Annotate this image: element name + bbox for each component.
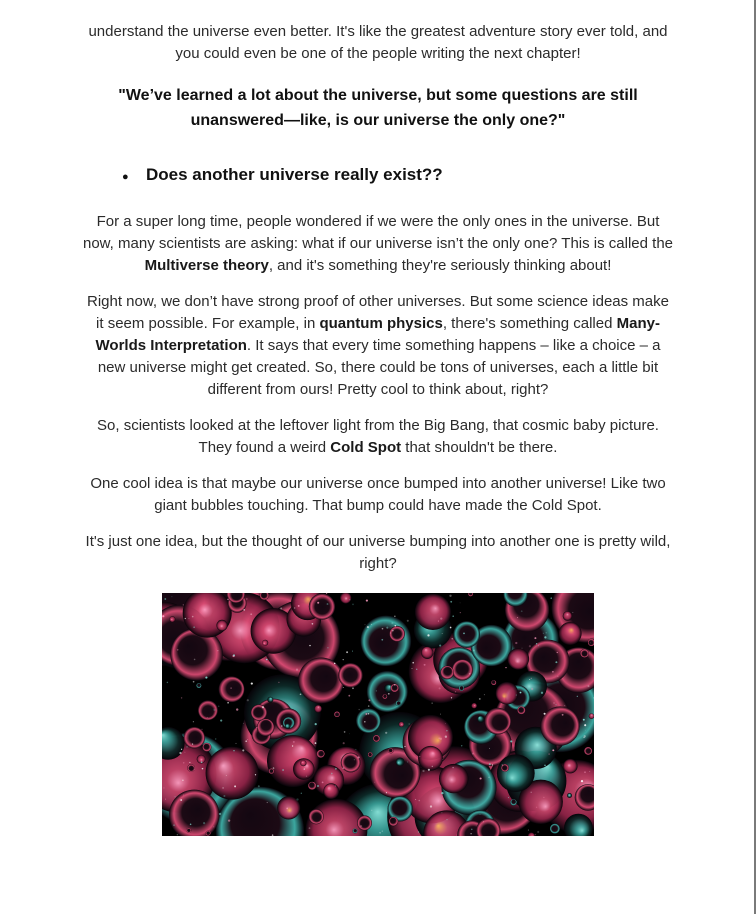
body-paragraph: Right now, we don’t have strong proof of other universes. But some science ideas make it seem possible. For example, in quantum physics, there's something called Many-Worlds Interpretation. It says that every time something happens – like a choice – a new universe might get created. So, there could be tons of universes, each a little bit different from ours! Pretty cool to think about, right? bbox=[87, 293, 669, 398]
intro-paragraph: understand the universe even better. It's like the greatest adventure story ever told, and you could even be one of the people writing the next chapter! bbox=[88, 23, 668, 62]
bullet-icon: ● bbox=[122, 171, 129, 183]
body-paragraph: For a super long time, people wondered if we were the only ones in the universe. But now, many scientists are asking: what if our universe isn’t the only one? This is called the Multiverse theory, and it's something they're seriously thinking about! bbox=[82, 213, 674, 274]
bubble-universes-image bbox=[162, 593, 594, 836]
body-paragraph: It's just one idea, but the thought of our universe bumping into another one is pretty wild, right? bbox=[85, 533, 671, 572]
content-column bbox=[82, 0, 674, 836]
bullet-heading-label: Does another universe really exist?? bbox=[146, 165, 443, 184]
body-paragraph: One cool idea is that maybe our universe once bumped into another universe! Like two giant bubbles touching. That bump could have made the Cold Spot. bbox=[90, 475, 666, 514]
body-paragraph: So, scientists looked at the leftover light from the Big Bang, that cosmic baby picture. They found a weird Cold Spot that shouldn't be there. bbox=[97, 417, 659, 456]
pull-quote: "We’ve learned a lot about the universe, but some questions are still unanswered—like, is our universe the only one?" bbox=[118, 87, 638, 129]
bullet-heading bbox=[82, 163, 674, 189]
